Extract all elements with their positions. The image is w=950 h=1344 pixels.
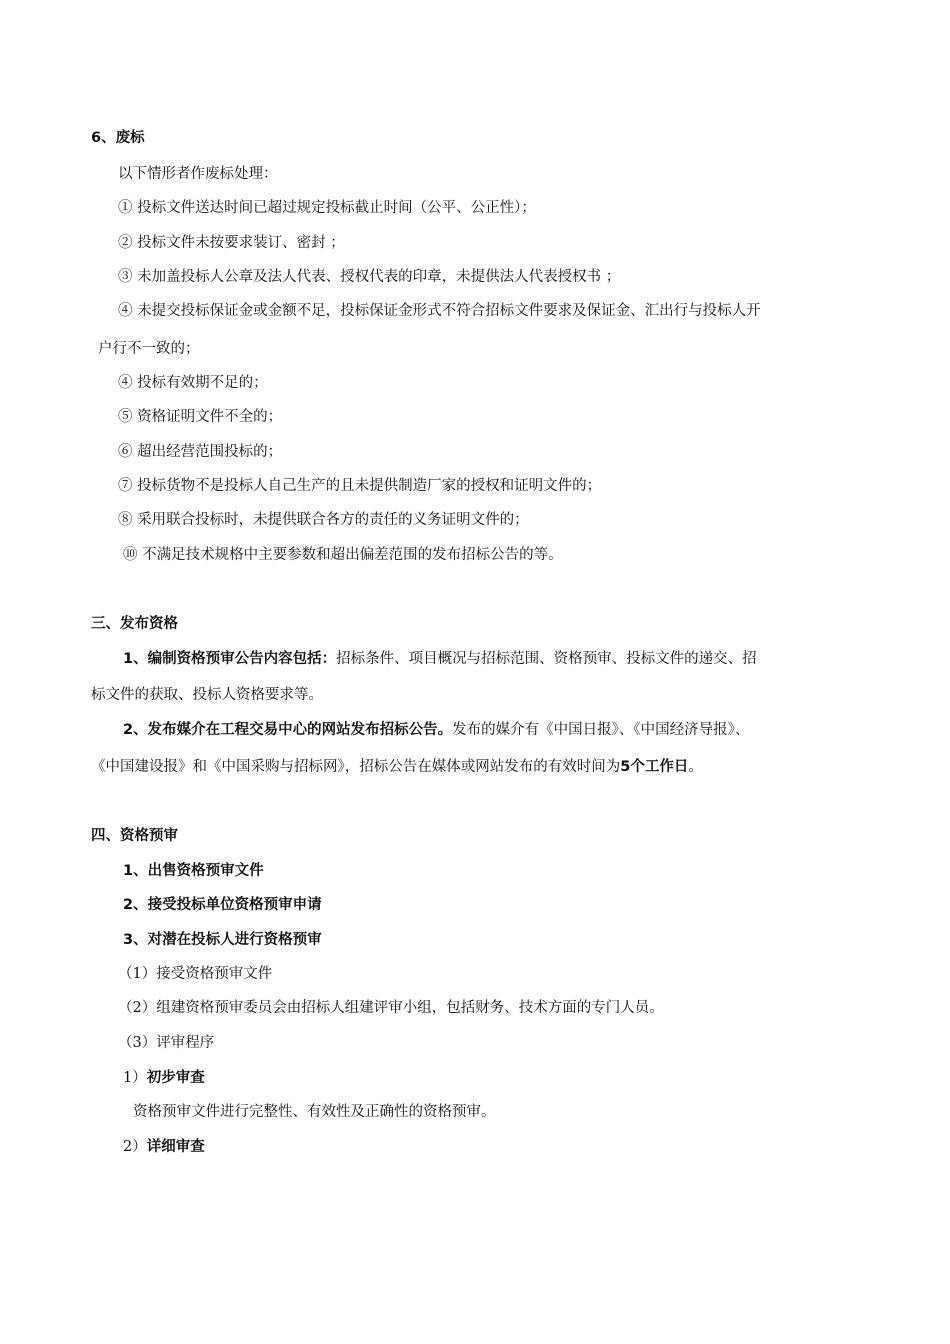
- prequal-sub-3: （3）评审程序: [118, 1035, 215, 1051]
- publish-p1-text: 招标条件、项目概况与招标范围、资格预审、投标文件的递交、招: [336, 651, 757, 667]
- abolish-item: ⑩ 不满足技术规格中主要参数和超出偏差范围的发布招标公告的等。: [123, 547, 563, 563]
- abolish-item: ⑦ 投标货物不是投标人自己生产的且未提供制造厂家的授权和证明文件的；: [118, 478, 602, 494]
- publish-p1-line2: 标文件的获取、投标人资格要求等。: [91, 687, 323, 703]
- abolish-item: ④ 投标有效期不足的；: [118, 375, 268, 391]
- prequal-step-1: 1、出售资格预审文件: [123, 863, 264, 879]
- prequal-sub-1: （1）接受资格预审文件: [118, 966, 273, 982]
- review-step-2-number: 2）: [123, 1139, 147, 1155]
- review-step-1-desc: 资格预审文件进行完整性、有效性及正确性的资格预审。: [133, 1104, 496, 1120]
- publish-p2-text: 发布的媒介有《中国日报》、《中国经济导报》、: [452, 722, 750, 738]
- publish-valid-days: 5个工作日: [620, 759, 689, 775]
- publish-p2-line2: [91, 757, 703, 777]
- publish-p1-lead: 1、编制资格预审公告内容包括：: [123, 651, 337, 667]
- abolish-item: ⑧ 采用联合投标时，未提供联合各方的责任的义务证明文件的；: [118, 512, 529, 528]
- abolish-item: ④ 未提交投标保证金或金额不足，投标保证金形式不符合招标文件要求及保证金、汇出行与投标人开: [118, 303, 761, 319]
- review-step-1-number: 1）: [123, 1070, 147, 1086]
- review-step-2-label: 详细审查: [146, 1139, 205, 1155]
- review-step-1: [123, 1068, 205, 1088]
- abolish-item: ⑥ 超出经营范围投标的；: [118, 444, 283, 460]
- prequal-step-3: 3、对潜在投标人进行资格预审: [123, 932, 322, 948]
- abolish-item-continuation: 户行不一致的；: [98, 341, 200, 357]
- review-step-2: [123, 1137, 205, 1157]
- publish-p2-lead: 2、发布媒介在工程交易中心的网站发布招标公告。: [123, 722, 453, 738]
- section-heading-prequalification: 四、资格预审: [91, 828, 178, 844]
- review-step-1-label: 初步审查: [146, 1070, 205, 1086]
- publish-paragraph-1: [123, 649, 757, 669]
- section-heading-publish: 三、发布资格: [91, 616, 178, 632]
- prequal-sub-2: （2）组建资格预审委员会由招标人组建评审小组，包括财务、技术方面的专门人员。: [118, 1000, 664, 1016]
- abolish-item: ⑤ 资格证明文件不全的；: [118, 409, 283, 425]
- section-heading-abolish: 6、废标: [91, 130, 145, 146]
- prequal-step-2: 2、接受投标单位资格预审申请: [123, 897, 322, 913]
- abolish-item: ① 投标文件送达时间已超过规定投标截止时间（公平、公正性）；: [118, 200, 536, 216]
- publish-p2-line2-text: 《中国建设报》和《中国采购与招标网》，招标公告在媒体或网站发布的有效时间为: [91, 759, 621, 775]
- publish-paragraph-2: [123, 720, 749, 740]
- abolish-item: ② 投标文件未按要求装订、密封 ；: [118, 235, 345, 251]
- abolish-intro: 以下情形者作废标处理：: [118, 166, 278, 182]
- abolish-item: ③ 未加盖投标人公章及法人代表、授权代表的印章，未提供法人代表授权书 ；: [118, 269, 621, 285]
- publish-p2-line2-end: 。: [688, 759, 703, 775]
